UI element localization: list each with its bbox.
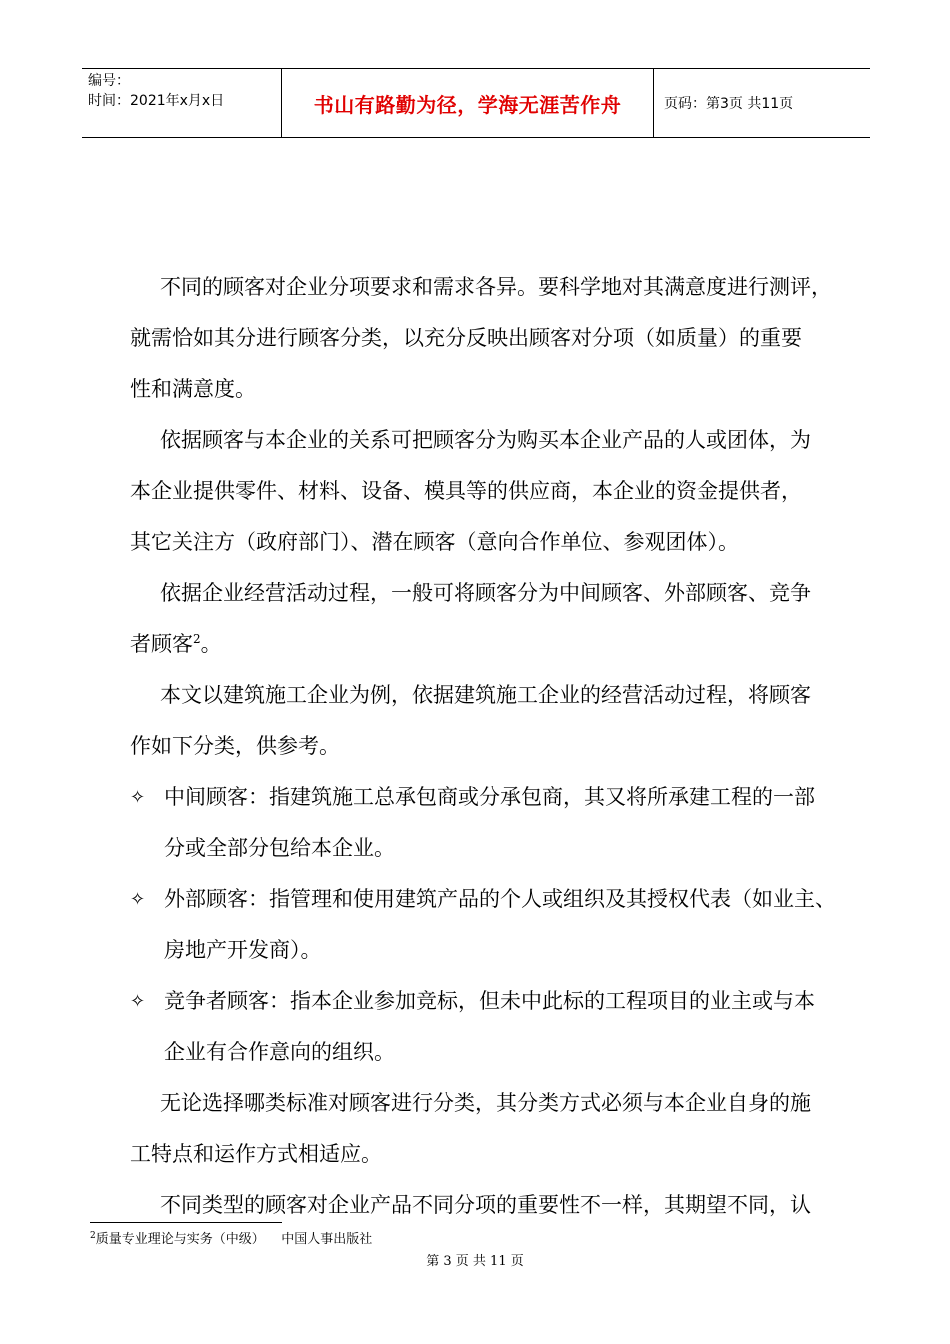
text-fragment: 。: [200, 632, 222, 656]
text-line: 本企业提供零件、材料、设备、模具等的供应商，本企业的资金提供者，: [130, 479, 802, 503]
text-line: 不同的顾客对企业分项要求和需求各异。要科学地对其满意度进行测评，: [160, 275, 832, 299]
list-item: [130, 772, 860, 874]
text-line: 作如下分类，供参考。: [130, 734, 340, 758]
page-header: [82, 68, 870, 138]
text-line: 就需恰如其分进行顾客分类，以充分反映出顾客对分项（如质量）的重要: [130, 326, 802, 350]
time-label: 时间：2021年x月x日: [88, 93, 225, 109]
customer-type-list: [130, 772, 860, 1078]
footnote: [90, 1228, 372, 1247]
footnote-ref: 2: [193, 632, 201, 646]
text-line: 本文以建筑施工企业为例，依据建筑施工企业的经营活动过程，将顾客: [160, 683, 811, 707]
text-line: 其它关注方（政府部门）、潜在顾客（意向合作单位、参观团体）。: [130, 530, 739, 554]
paragraph-6: [130, 1180, 860, 1231]
text-line: 外部顾客：指管理和使用建筑产品的个人或组织及其授权代表（如业主、: [164, 887, 836, 911]
diamond-bullet-icon: ✧: [130, 991, 146, 1012]
text-line: 竞争者顾客：指本企业参加竞标，但未中此标的工程项目的业主或与本: [164, 989, 815, 1013]
header-page-info: 页码：第3页 共11页: [664, 96, 794, 112]
text-line: 分或全部分包给本企业。: [164, 836, 395, 860]
header-left-cell: [82, 69, 282, 137]
number-label: 编号：: [88, 73, 130, 89]
text-line: 中间顾客：指建筑施工总承包商或分承包商，其又将所承建工程的一部: [164, 785, 815, 809]
page-number-footer: 第 3 页 共 11 页: [426, 1254, 524, 1269]
diamond-bullet-icon: ✧: [130, 787, 146, 808]
document-body: [130, 262, 860, 1231]
diamond-bullet-icon: ✧: [130, 889, 146, 910]
text-fragment: 者顾客: [130, 632, 193, 656]
paragraph-1: [130, 262, 860, 415]
text-line: 企业有合作意向的组织。: [164, 1040, 395, 1064]
text-line: 无论选择哪类标准对顾客进行分类，其分类方式必须与本企业自身的施: [160, 1091, 811, 1115]
text-line: [130, 619, 860, 670]
paragraph-4: [130, 670, 860, 772]
header-motto: 书山有路勤为径，学海无涯苦作舟: [282, 69, 654, 137]
list-item: [130, 874, 860, 976]
text-line: 依据企业经营活动过程，一般可将顾客分为中间顾客、外部顾客、竞争: [160, 581, 811, 605]
list-item: [130, 976, 860, 1078]
paragraph-2: [130, 415, 860, 568]
footnote-divider: [90, 1222, 282, 1223]
text-line: 房地产开发商）。: [164, 938, 322, 962]
paragraph-3: [130, 568, 860, 670]
text-line: 不同类型的顾客对企业产品不同分项的重要性不一样，其期望不同，认: [160, 1193, 811, 1217]
footnote-text: 质量专业理论与实务（中级） 中国人事出版社: [95, 1232, 373, 1247]
text-line: 性和满意度。: [130, 377, 256, 401]
text-line: 工特点和运作方式相适应。: [130, 1142, 382, 1166]
footnote-number: 2: [90, 1231, 96, 1241]
text-line: 依据顾客与本企业的关系可把顾客分为购买本企业产品的人或团体，为: [160, 428, 811, 452]
paragraph-5: [130, 1078, 860, 1180]
